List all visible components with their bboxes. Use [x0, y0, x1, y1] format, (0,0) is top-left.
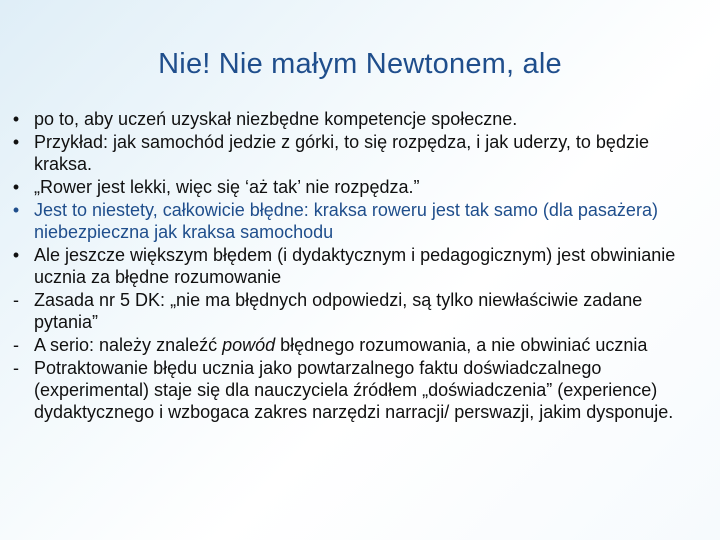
bullet-marker: •: [12, 200, 20, 220]
bullet-marker: •: [12, 177, 20, 197]
list-item: [0, 108, 720, 130]
bullet-marker: •: [12, 132, 20, 152]
list-item-text: Potraktowanie błędu ucznia jako powtarzalnego faktu doświadczalnego (experimental) staje się dla nauczyciela źródłem „doświadczenia” (experience) dydaktycznego i wzbogaca zakres narzędzi narracji/ perswazji, jakim dysponuje.: [34, 358, 674, 422]
bullet-list: [0, 108, 720, 424]
text-part: A serio: należy znaleźć: [34, 335, 223, 355]
bullet-marker: •: [12, 245, 20, 265]
list-item: [0, 357, 720, 423]
list-item-text: Zasada nr 5 DK: „nie ma błędnych odpowiedzi, są tylko niewłaściwie zadane pytania”: [34, 290, 643, 332]
list-item-highlighted: [0, 199, 720, 243]
emphasized-text: powód: [222, 335, 276, 355]
list-item-text: [34, 335, 647, 355]
slide-title: Nie! Nie małym Newtonem, ale: [158, 48, 562, 80]
list-item-text: „Rower jest lekki, więc się ‘aż tak’ nie rozpędza.”: [34, 177, 420, 197]
list-item-text: Jest to niestety, całkowicie błędne: kraksa roweru jest tak samo (dla pasażera) niebezpieczna jak kraksa samochodu: [34, 200, 658, 242]
list-item-text: po to, aby uczeń uzyskał niezbędne kompetencje społeczne.: [34, 109, 518, 129]
list-item: [0, 176, 720, 198]
dash-marker: -: [13, 335, 19, 355]
list-item: [0, 334, 720, 356]
dash-marker: -: [13, 358, 19, 378]
list-item: [0, 289, 720, 333]
text-part: błędnego rozumowania, a nie obwiniać ucznia: [275, 335, 648, 355]
list-item-text: Ale jeszcze większym błędem (i dydaktycznym i pedagogicznym) jest obwinianie ucznia za błędne rozumowanie: [34, 245, 676, 287]
list-item: [0, 244, 720, 288]
list-item: [0, 131, 720, 175]
list-item-text: Przykład: jak samochód jedzie z górki, to się rozpędza, i jak uderzy, to będzie kraksa.: [34, 132, 649, 174]
bullet-marker: •: [12, 109, 20, 129]
dash-marker: -: [13, 290, 19, 310]
